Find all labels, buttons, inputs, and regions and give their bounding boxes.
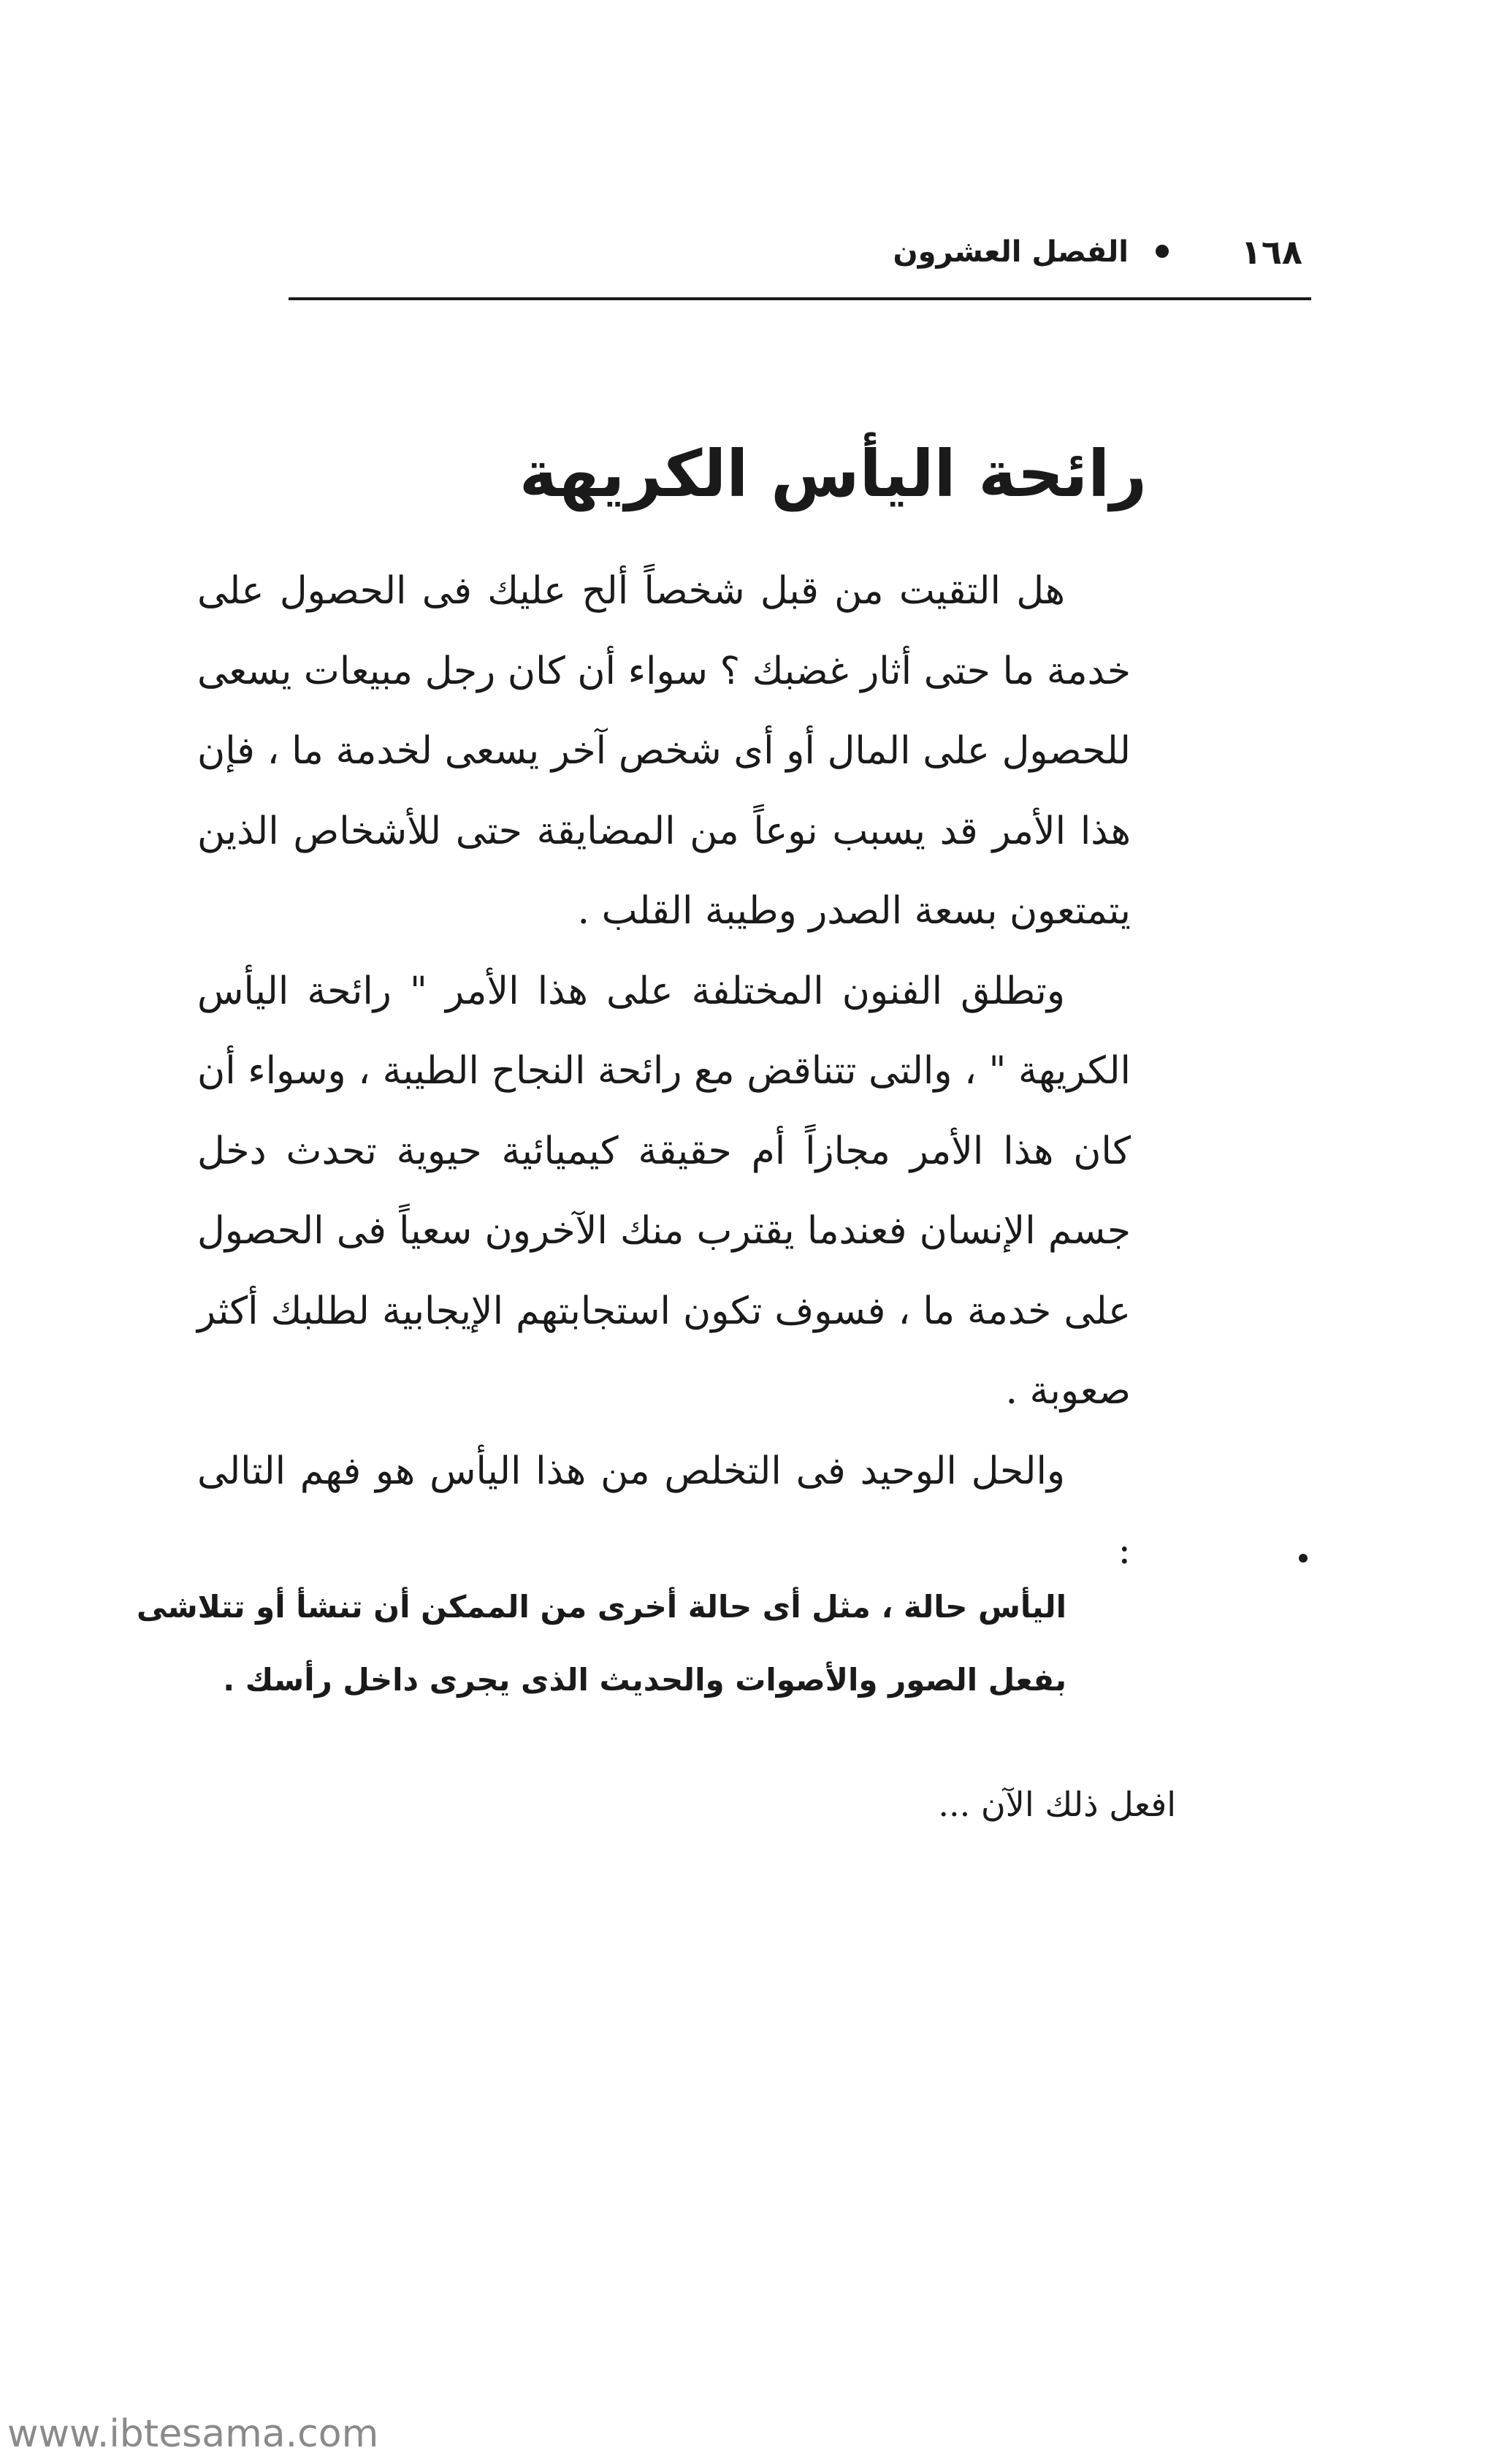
running-header <box>289 223 1311 289</box>
act-now-text: افعل ذلك الآن ... <box>938 1785 1176 1824</box>
paragraph-2: وتطلق الفنون المختلفة على هذا الأمر " رائحة اليأس الكريهة " ، والتى تتناقض مع رائحة النجاح الطيبة ، وسواء أن كان هذا الأمر مجازاً أم حقيقة كيميائية حيوية تحدث دخل جسم الإنسان فعندما يقترب منك الآخرون سعياً فى الحصول على خدمة ما ، فسوف تكون استجابتهم الإيجابية لطلبك أكثر صعوبة . <box>197 969 1131 1413</box>
page-number: ١٦٨ <box>1240 232 1302 272</box>
watermark-url: www.ibtesama.com <box>7 2412 379 2456</box>
quote-line-1: اليأس حالة ، مثل أى حالة أخرى من الممكن أن تنشأ أو تتلاشى <box>136 1589 1066 1625</box>
quote-line-2: بفعل الصور والأصوات والحديث الذى يجرى داخل رأسك . <box>223 1662 1066 1698</box>
paragraph-3: والحل الوحيد فى التخلص من هذا اليأس هو فهم التالى : <box>197 1449 1131 1573</box>
header-divider <box>289 297 1311 300</box>
paragraph-1: هل التقيت من قبل شخصاً ألح عليك فى الحصول على خدمة ما حتى أثار غضبك ؟ سواء أن كان رجل مبيعات يسعى للحصول على المال أو أى شخص آخر يسعى لخدمة ما ، فإن هذا الأمر قد يسبب نوعاً من المضايقة حتى للأشخاص الذين يتمتعون بسعة الصدر وطيبة القلب . <box>197 569 1131 933</box>
section-title: رائحة اليأس الكريهة <box>519 435 1147 511</box>
quote-bullet-icon <box>1299 1554 1308 1563</box>
chapter-title: الفصل العشرون <box>893 235 1129 269</box>
header-bullet-icon <box>1156 245 1169 258</box>
body-text <box>197 552 1131 1592</box>
highlighted-quote <box>136 1571 1066 1717</box>
